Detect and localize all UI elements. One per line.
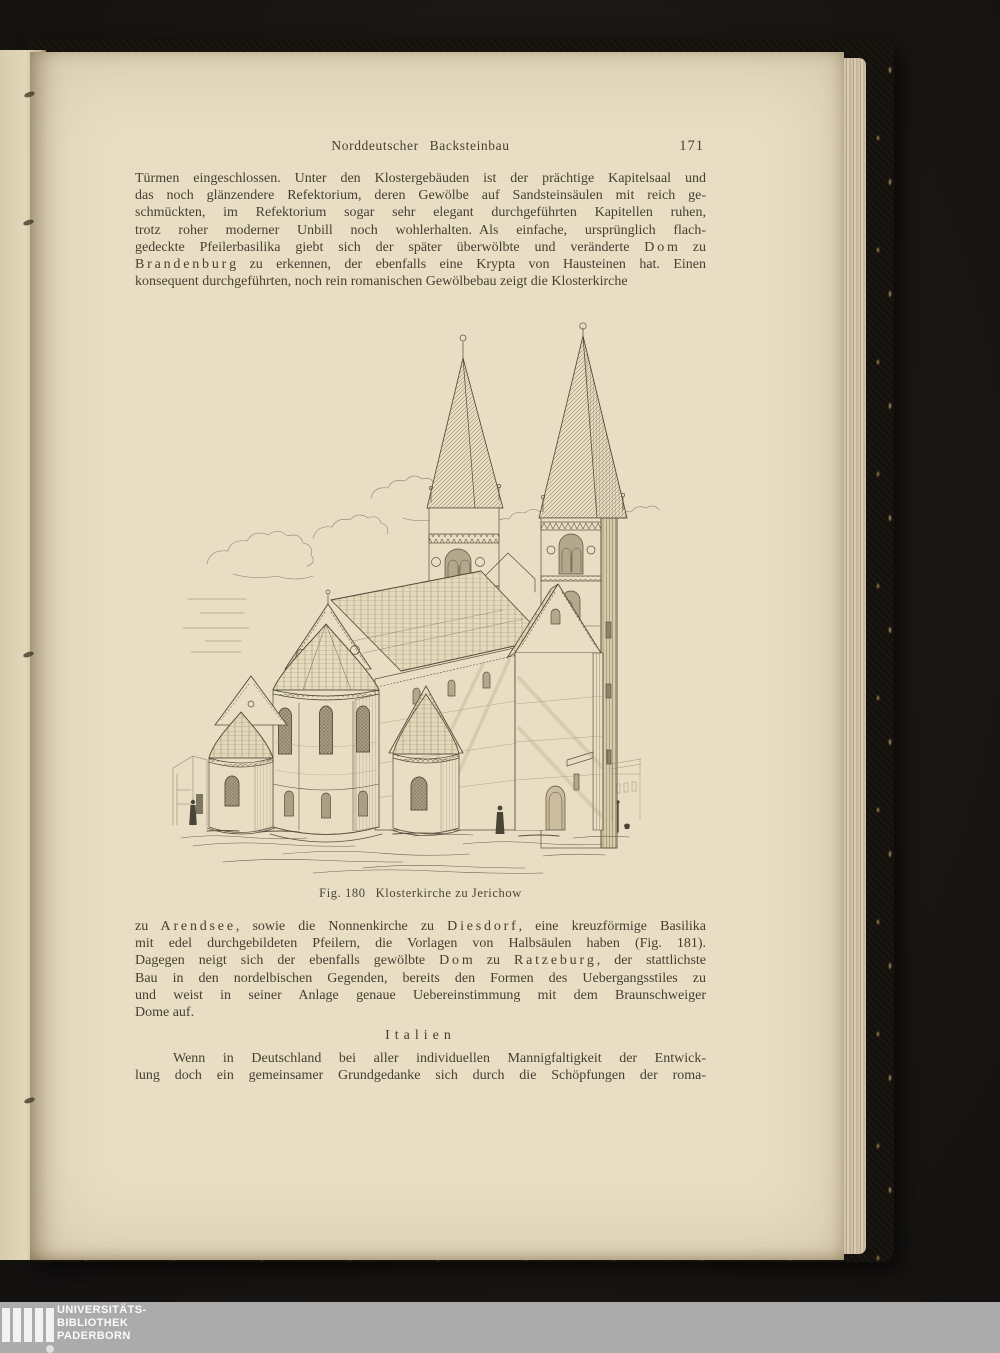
text-line: B r a n d e n b u r g zu erkennen, der ebenfalls eine Krypta von Hausteinen hat. Einen (135, 256, 706, 272)
logo-bar (2, 1308, 10, 1342)
text-line: und weist in seiner Anlage genaue Uebereinstimmung mit dem Braunschweiger (135, 987, 706, 1003)
library-name (57, 1304, 147, 1343)
text-line: lung doch ein gemeinsamer Grundgedanke sich durch die Schöpfungen der roma- (135, 1068, 706, 1084)
running-title: Norddeutscher Backsteinbau (331, 138, 510, 153)
figure-caption (135, 886, 706, 901)
viewer-footer (0, 1302, 1000, 1353)
paragraph (135, 1050, 706, 1084)
text-line: trotz roher moderner Unbill noch wohlerhalten. Als einfache, ursprünglich flach- (135, 222, 706, 238)
logo-bar (35, 1308, 43, 1342)
text-line: Bau in den nordelbischen Gegenden, bereits den Formen des Uebergangsstiles zu (135, 970, 706, 986)
text-line: schmückten, im Refektorium sogar sehr elegant durchgeführten Kapitellen ruhen, (135, 205, 706, 221)
text-line: zu A r e n d s e e , sowie die Nonnenkirche zu D i e s d o r f , eine kreuzförmige Basilika (135, 919, 706, 934)
paragraph (135, 918, 706, 1021)
figure-title: Klosterkirche zu Jerichow (375, 886, 522, 900)
text-line: Türmen eingeschlossen. Unter den Klostergebäuden ist der prächtige Kapitelsaal und (135, 171, 706, 186)
running-head (135, 138, 706, 154)
text-line: konsequent durchgeführten, noch rein romanischen Gewölbebau zeigt die Klosterkirche (135, 274, 628, 290)
logo-bar (13, 1308, 21, 1342)
text-line: Wenn in Deutschland bei aller individuellen Mannigfaltigkeit der Entwick- (173, 1051, 706, 1066)
church-engraving (163, 322, 693, 880)
library-name-line: UNIVERSITÄTS- (57, 1304, 147, 1316)
logo-dot (46, 1345, 54, 1353)
page-number: 171 (679, 138, 704, 154)
section-heading: Italien (385, 1028, 456, 1043)
text-line: das noch glänzendere Refektorium, deren Gewölbe auf Sandsteinsäulen mit reich ge- (135, 188, 706, 204)
figure-number: Fig. 180 (319, 886, 366, 900)
church-engraving-figure (163, 322, 693, 880)
logo-bar (24, 1308, 32, 1342)
library-name-line: PADERBORN (57, 1330, 131, 1342)
text-line: gedeckte Pfeilerbasilika giebt sich der später überwölbte und veränderte D o m zu (135, 239, 706, 255)
text-line: Dagegen neigt sich der ebenfalls gewölbte D o m zu R a t z e b u r g , der stattlichste (135, 953, 706, 969)
logo-bar (46, 1308, 54, 1342)
page-edge-stack (844, 58, 866, 1254)
book-page (30, 52, 844, 1260)
library-name-line: BIBLIOTHEK (57, 1317, 129, 1329)
paragraph (135, 170, 706, 290)
text-line: mit edel durchgebildeten Pfeilern, die Vorlagen von Halbsäulen haben (Fig. 181). (135, 936, 706, 952)
text-line: Dome auf. (135, 1004, 195, 1020)
